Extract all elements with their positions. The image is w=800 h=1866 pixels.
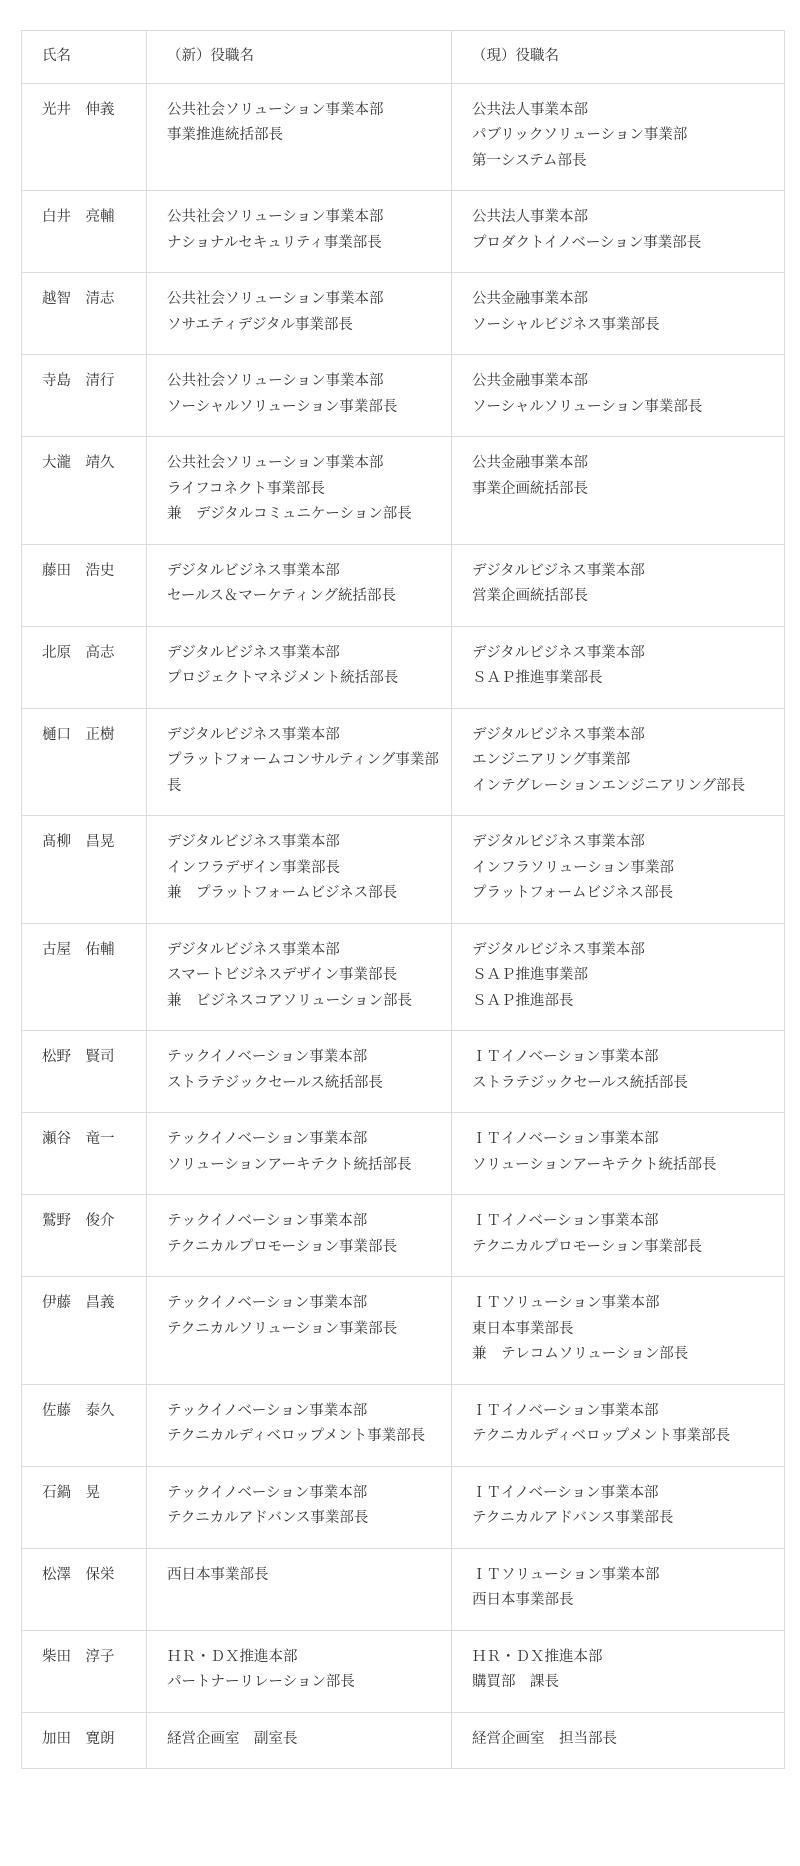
current-position-cell <box>452 1466 785 1548</box>
new-position-cell <box>147 1277 452 1385</box>
current-position-cell <box>452 626 785 708</box>
current-position-line: 東日本事業部長 <box>472 1320 574 1337</box>
header-new-position: （新）役職名 <box>147 31 452 84</box>
new-position-cell <box>147 1466 452 1548</box>
table-row <box>22 1277 785 1385</box>
table-row <box>22 626 785 708</box>
current-position-cell <box>452 923 785 1031</box>
new-position-line: 兼 デジタルコミュニケーション部長 <box>167 506 412 522</box>
current-position-cell <box>452 1548 785 1630</box>
new-position-line: デジタルビジネス事業本部 <box>167 644 340 661</box>
new-position-cell <box>147 816 452 924</box>
personnel-table <box>21 30 785 1769</box>
new-position-cell <box>147 1113 452 1195</box>
header-name: 氏名 <box>22 31 147 84</box>
table-row <box>22 355 785 437</box>
current-position-cell <box>452 1113 785 1195</box>
person-name: 鷲野 俊介 <box>22 1195 147 1277</box>
new-position-line: 公共社会ソリューション事業本部 <box>167 101 384 118</box>
current-position-line: インテグレーションエンジニアリング部長 <box>472 777 746 794</box>
current-position-line: 兼 テレコムソリューション部長 <box>472 1346 689 1362</box>
table-row <box>22 923 785 1031</box>
table-row <box>22 273 785 355</box>
current-position-line: ＩＴイノベーション事業本部 <box>472 1402 659 1419</box>
table-row <box>22 1466 785 1548</box>
new-position-line: テクニカルアドバンス事業部長 <box>167 1510 369 1526</box>
table-header <box>22 31 785 84</box>
new-position-cell <box>147 1031 452 1113</box>
table-row <box>22 1384 785 1466</box>
current-position-line: ストラテジックセールス統括部長 <box>472 1074 688 1091</box>
person-name: 寺島 清行 <box>22 355 147 437</box>
person-name: 大瀧 靖久 <box>22 437 147 545</box>
new-position-line: デジタルビジネス事業本部 <box>167 941 340 958</box>
new-position-line: テクニカルディベロップメント事業部長 <box>167 1428 426 1444</box>
new-position-cell <box>147 1195 452 1277</box>
new-position-line: 兼 プラットフォームビジネス部長 <box>167 885 398 901</box>
person-name: 北原 高志 <box>22 626 147 708</box>
new-position-line: 経営企画室 副室長 <box>167 1730 298 1747</box>
new-position-line: テックイノベーション事業本部 <box>167 1295 368 1311</box>
new-position-line: デジタルビジネス事業本部 <box>167 562 340 579</box>
person-name: 松野 賢司 <box>22 1031 147 1113</box>
new-position-cell <box>147 1630 452 1712</box>
new-position-line: ＨＲ・ＤＸ推進本部 <box>167 1648 298 1665</box>
current-position-line: エンジニアリング事業部 <box>472 752 631 768</box>
current-position-line: パブリックソリューション事業部 <box>472 127 688 143</box>
person-name: 白井 亮輔 <box>22 191 147 273</box>
new-position-line: プロジェクトマネジメント統括部長 <box>167 670 399 686</box>
person-name: 柴田 淳子 <box>22 1630 147 1712</box>
new-position-line: インフラデザイン事業部長 <box>167 859 340 876</box>
current-position-cell <box>452 437 785 545</box>
current-position-line: ＩＴイノベーション事業本部 <box>472 1131 659 1147</box>
current-position-line: デジタルビジネス事業本部 <box>472 941 645 958</box>
person-name: 古屋 佑輔 <box>22 923 147 1031</box>
person-name: 髙柳 昌晃 <box>22 816 147 924</box>
table-row <box>22 816 785 924</box>
current-position-line: 営業企画統括部長 <box>472 588 588 604</box>
current-position-line: 公共法人事業本部 <box>472 101 588 118</box>
new-position-line: テックイノベーション事業本部 <box>167 1049 368 1065</box>
new-position-line: ストラテジックセールス統括部長 <box>167 1074 383 1091</box>
current-position-line: プロダクトイノベーション事業部長 <box>472 234 702 251</box>
table-row <box>22 544 785 626</box>
table-row <box>22 1113 785 1195</box>
current-position-line: ＩＴイノベーション事業本部 <box>472 1213 659 1229</box>
current-position-line: インフラソリューション事業部 <box>472 859 674 876</box>
current-position-cell <box>452 708 785 816</box>
current-position-line: プラットフォームビジネス部長 <box>472 885 674 901</box>
new-position-line: デジタルビジネス事業本部 <box>167 834 340 850</box>
person-name: 樋口 正樹 <box>22 708 147 816</box>
new-position-cell <box>147 437 452 545</box>
current-position-line: ＳＡＰ推進事業部 <box>472 967 588 983</box>
current-position-cell <box>452 1630 785 1712</box>
person-name: 加田 寛朗 <box>22 1712 147 1769</box>
current-position-line: ＨＲ・ＤＸ推進本部 <box>472 1648 603 1665</box>
current-position-line: 公共法人事業本部 <box>472 209 588 225</box>
new-position-line: プラットフォームコンサルティング事業部長 <box>167 752 439 794</box>
table-row <box>22 1630 785 1712</box>
new-position-cell <box>147 1548 452 1630</box>
new-position-line: パートナーリレーション部長 <box>167 1674 355 1690</box>
new-position-cell <box>147 1712 452 1769</box>
current-position-line: テクニカルアドバンス事業部長 <box>472 1510 674 1526</box>
table-row <box>22 437 785 545</box>
current-position-cell <box>452 544 785 626</box>
current-position-line: 西日本事業部長 <box>472 1592 574 1608</box>
current-position-cell <box>452 816 785 924</box>
current-position-line: 公共金融事業本部 <box>472 373 588 389</box>
table-row <box>22 708 785 816</box>
new-position-line: ソリューションアーキテクト統括部長 <box>167 1156 412 1173</box>
new-position-line: 公共社会ソリューション事業本部 <box>167 373 384 389</box>
current-position-cell <box>452 1712 785 1769</box>
current-position-line: 公共金融事業本部 <box>472 291 588 307</box>
new-position-cell <box>147 708 452 816</box>
table-body <box>22 83 785 1769</box>
current-position-line: テクニカルディベロップメント事業部長 <box>472 1428 731 1444</box>
new-position-line: テクニカルソリューション事業部長 <box>167 1320 398 1337</box>
current-position-line: テクニカルプロモーション事業部長 <box>472 1238 702 1255</box>
new-position-line: ナショナルセキュリティ事業部長 <box>167 234 382 251</box>
new-position-line: 事業推進統括部長 <box>167 127 283 143</box>
current-position-line: ソーシャルビジネス事業部長 <box>472 316 660 333</box>
new-position-cell <box>147 273 452 355</box>
current-position-line: ＩＴイノベーション事業本部 <box>472 1484 659 1501</box>
current-position-cell <box>452 1384 785 1466</box>
current-position-cell <box>452 1277 785 1385</box>
current-position-cell <box>452 273 785 355</box>
person-name: 伊藤 昌義 <box>22 1277 147 1385</box>
table-row <box>22 1195 785 1277</box>
current-position-line: ＩＴソリューション事業本部 <box>472 1566 660 1583</box>
current-position-cell <box>452 83 785 191</box>
new-position-line: スマートビジネスデザイン事業部長 <box>167 967 397 983</box>
current-position-line: ソリューションアーキテクト統括部長 <box>472 1156 717 1173</box>
current-position-line: ＳＡＰ推進部長 <box>472 992 574 1009</box>
header-row <box>22 31 785 84</box>
new-position-line: 公共社会ソリューション事業本部 <box>167 209 384 225</box>
new-position-line: デジタルビジネス事業本部 <box>167 726 340 743</box>
current-position-line: ＩＴイノベーション事業本部 <box>472 1049 659 1065</box>
current-position-line: ＩＴソリューション事業本部 <box>472 1295 660 1311</box>
new-position-cell <box>147 83 452 191</box>
new-position-line: セールス＆マーケティング統括部長 <box>167 588 396 604</box>
current-position-line: ソーシャルソリューション事業部長 <box>472 398 703 415</box>
new-position-line: テックイノベーション事業本部 <box>167 1484 368 1501</box>
current-position-line: デジタルビジネス事業本部 <box>472 834 645 850</box>
current-position-line: ＳＡＰ推進事業部長 <box>472 670 603 686</box>
new-position-line: 公共社会ソリューション事業本部 <box>167 455 384 471</box>
new-position-line: ソサエティデジタル事業部長 <box>167 316 353 333</box>
new-position-line: ソーシャルソリューション事業部長 <box>167 398 398 415</box>
current-position-cell <box>452 355 785 437</box>
current-position-cell <box>452 1031 785 1113</box>
table-row <box>22 1031 785 1113</box>
current-position-line: 経営企画室 担当部長 <box>472 1730 617 1747</box>
new-position-line: テックイノベーション事業本部 <box>167 1402 368 1419</box>
new-position-line: テクニカルプロモーション事業部長 <box>167 1238 397 1255</box>
current-position-line: 第一システム部長 <box>472 152 587 169</box>
current-position-cell <box>452 191 785 273</box>
new-position-line: テックイノベーション事業本部 <box>167 1131 368 1147</box>
new-position-cell <box>147 355 452 437</box>
person-name: 瀬谷 竜一 <box>22 1113 147 1195</box>
table-row <box>22 1548 785 1630</box>
new-position-cell <box>147 544 452 626</box>
person-name: 光井 伸義 <box>22 83 147 191</box>
current-position-line: 事業企画統括部長 <box>472 480 588 497</box>
new-position-cell <box>147 626 452 708</box>
person-name: 松澤 保栄 <box>22 1548 147 1630</box>
new-position-line: テックイノベーション事業本部 <box>167 1213 368 1229</box>
current-position-line: 購買部 課長 <box>472 1674 559 1690</box>
new-position-line: ライフコネクト事業部長 <box>167 480 325 497</box>
current-position-line: デジタルビジネス事業本部 <box>472 726 645 743</box>
new-position-line: 公共社会ソリューション事業本部 <box>167 291 384 307</box>
new-position-line: 西日本事業部長 <box>167 1566 269 1583</box>
new-position-cell <box>147 1384 452 1466</box>
table-row <box>22 191 785 273</box>
person-name: 藤田 浩史 <box>22 544 147 626</box>
current-position-line: 公共金融事業本部 <box>472 455 588 471</box>
person-name: 越智 清志 <box>22 273 147 355</box>
header-current-position: （現）役職名 <box>452 31 785 84</box>
person-name: 石鍋 晃 <box>22 1466 147 1548</box>
table-row <box>22 83 785 191</box>
current-position-cell <box>452 1195 785 1277</box>
current-position-line: デジタルビジネス事業本部 <box>472 644 645 661</box>
new-position-cell <box>147 923 452 1031</box>
table-row <box>22 1712 785 1769</box>
person-name: 佐藤 泰久 <box>22 1384 147 1466</box>
new-position-line: 兼 ビジネスコアソリューション部長 <box>167 992 413 1009</box>
current-position-line: デジタルビジネス事業本部 <box>472 562 645 579</box>
new-position-cell <box>147 191 452 273</box>
